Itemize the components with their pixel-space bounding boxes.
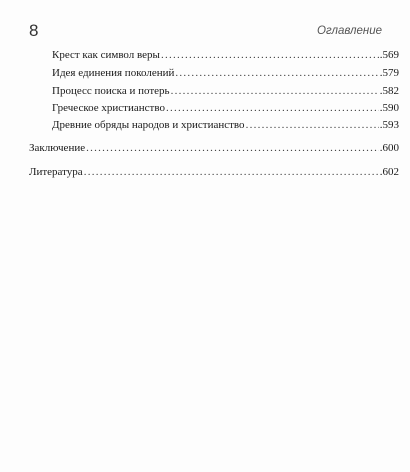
toc-entry[interactable]: [29, 68, 399, 79]
toc-entry[interactable]: [29, 143, 399, 154]
toc-entry-page: .579: [379, 67, 399, 79]
toc-entry-page: .582: [379, 85, 399, 97]
toc-entry[interactable]: [29, 86, 399, 97]
toc-entry-title: Процесс поиска и потерь: [52, 85, 170, 97]
toc-entry-title: Идея единения поколений: [52, 67, 175, 79]
toc-entry-title: Греческое христианство: [52, 102, 165, 114]
toc-entry[interactable]: [29, 120, 399, 131]
toc-leader-dots: [246, 120, 379, 131]
toc-entry-page: .600: [379, 142, 399, 154]
toc-entry-title: Древние обряды народов и христианство: [52, 119, 245, 131]
toc-entry[interactable]: [29, 103, 399, 114]
toc-entry[interactable]: [29, 50, 399, 61]
toc-entry-page: .593: [379, 119, 399, 131]
toc-entry-title: Литература: [29, 166, 83, 178]
toc-entry[interactable]: [29, 167, 399, 178]
toc-entry-page: .590: [379, 102, 399, 114]
toc-entry-title: Крест как символ веры: [52, 49, 160, 61]
toc-leader-dots: [175, 68, 378, 79]
toc-leader-dots: [86, 143, 379, 154]
toc-leader-dots: [84, 167, 379, 178]
toc-leader-dots: [161, 50, 379, 61]
toc-entry-title: Заключение: [29, 142, 86, 154]
running-head: Оглавление: [317, 25, 382, 37]
page-number: 8: [29, 21, 39, 40]
toc-leader-dots: [166, 103, 379, 114]
toc-leader-dots: [171, 86, 379, 97]
toc-entry-page: .569: [379, 49, 399, 61]
toc-entry-page: .602: [379, 166, 399, 178]
